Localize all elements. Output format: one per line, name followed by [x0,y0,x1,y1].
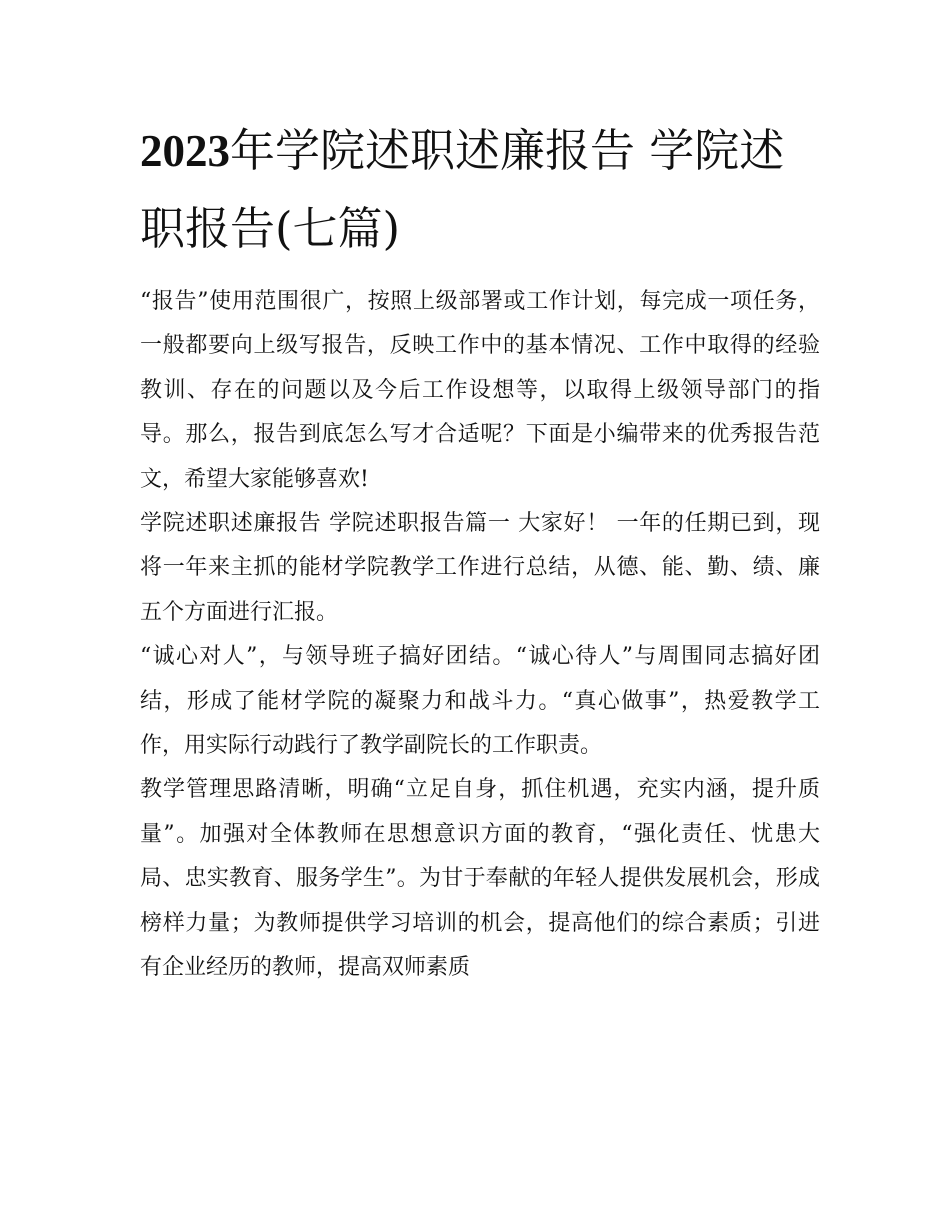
paragraph-greeting: 学院述职述廉报告 学院述职报告篇一 大家好！ 一年的任期已到，现将一年来主抓的能材学院教学工作进行总结，从德、能、勤、绩、廉五个方面进行汇报。 [140,511,820,625]
document-body [140,280,820,991]
paragraph-intro: “报告”使用范围很广，按照上级部署或工作计划，每完成一项任务，一般都要向上级写报告，反映工作中的基本情况、工作中取得的经验教训、存在的问题以及今后工作设想等，以取得上级领导部门的指导。那么，报告到底怎么写才合适呢？下面是小编带来的优秀报告范文，希望大家能够喜欢! [140,289,820,492]
paragraph-management: 教学管理思路清晰，明确“立足自身，抓住机遇，充实内涵，提升质量”。加强对全体教师在思想意识方面的教育，“强化责任、忧患大局、忠实教育、服务学生”。为甘于奉献的年轻人提供发展机会，形成榜样力量；为教师提供学习培训的机会，提高他们的综合素质；引进有企业经历的教师，提高双师素质 [140,777,820,981]
title-text: 年学院述职述廉报告 学院述职报告(七篇) [140,124,785,255]
title-year: 2023 [140,126,230,176]
document-title [140,112,820,268]
paragraph-morality: “诚心对人”，与领导班子搞好团结。“诚心待人”与周围同志搞好团结，形成了能材学院的凝聚力和战斗力。“真心做事”，热爱教学工作，用实际行动践行了教学副院长的工作职责。 [140,644,820,759]
